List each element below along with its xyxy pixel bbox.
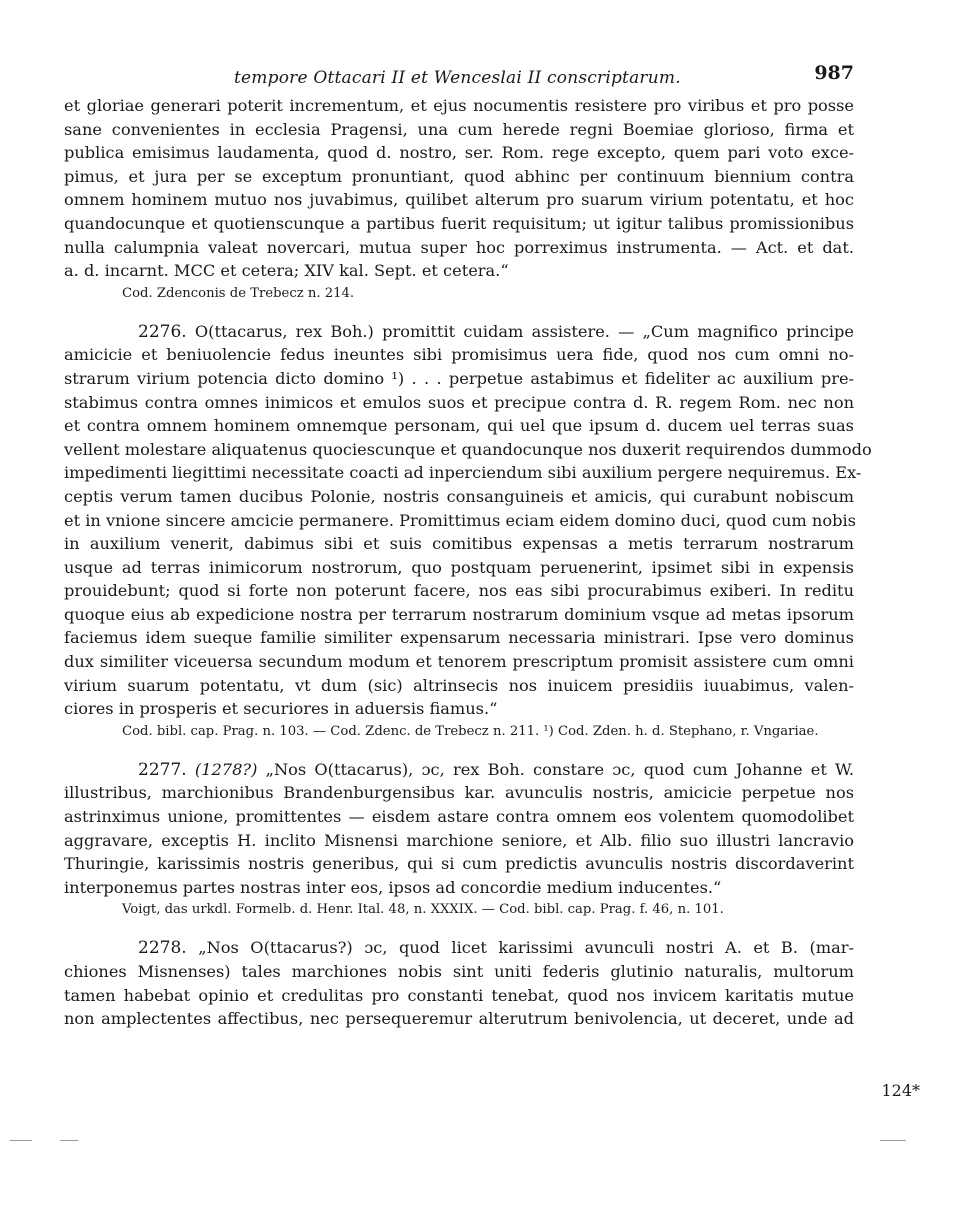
- scan-speck: [60, 1140, 78, 1141]
- text-line: pimus, et jura per se exceptum pronuntiant, quod abhinc per continuum biennium contra: [64, 166, 854, 186]
- text-line: „Nos O(ttacarus), ɔc, rex Boh. constare ɔc, quod cum Johanne et W.: [265, 759, 854, 779]
- scan-speck: [880, 1140, 906, 1141]
- text-line: non amplectentes affectibus, nec persequeremur alterutrum benivolencia, ut deceret, unde ad: [64, 1009, 854, 1029]
- text-line: strarum virium potencia dicto domino ¹) . . . perpetue astabimus et fideliter ac auxilium pre-: [64, 368, 854, 388]
- text-line: O(ttacarus, rex Boh.) promittit cuidam assistere. — „Cum magnifico principe: [194, 321, 854, 341]
- text-line: quoque eius ab expedicione nostra per terrarum nostrarum dominium vsque ad metas ipsorum: [64, 604, 854, 624]
- continuation-block: [64, 94, 854, 304]
- text-line: interponemus partes nostras inter eos, ipsos ad concordie medium inducentes.“: [64, 877, 722, 897]
- text-line: amicicie et beniuolencie fedus ineuntes sibi promisimus uera fide, quod nos cum omni no-: [64, 345, 854, 365]
- page-header: [64, 58, 854, 94]
- signature-mark: 124*: [881, 1081, 920, 1100]
- text-line: impedimenti liegittimi necessitate coacti ad inperciendum sibi auxilium pergere nequiremus. Ex-: [64, 463, 862, 483]
- text-line: quandocunque et quotienscunque a partibus fuerit requisitum; ut igitur talibus promissionibus: [64, 213, 854, 233]
- text-line: „Nos O(ttacarus?) ɔc, quod licet karissimi avunculi nostri A. et B. (mar-: [198, 938, 854, 958]
- text-line: nulla calumpnia valeat novercari, mutua super hoc porreximus instrumenta. — Act. et dat.: [64, 237, 854, 257]
- text-line: et in vnione sincere amcicie permanere. Promittimus eciam eidem domino duci, quod cum nobis: [64, 510, 856, 530]
- text-line: omnem hominem mutuo nos juvabimus, quilibet alterum pro suarum virium potentatu, et hoc: [64, 190, 854, 210]
- text-line: aggravare, exceptis H. inclito Misnensi marchione seniore, et Alb. filio suo illustri lancravio: [64, 830, 854, 850]
- entry-2277: [64, 758, 854, 921]
- text-line: prouidebunt; quod si forte non poterunt facere, nos eas sibi procurabimus exiberi. In reditu: [64, 581, 854, 601]
- entry-2278: [64, 936, 854, 1030]
- source-citation: Cod. Zdenconis de Trebecz n. 214.: [122, 285, 355, 301]
- entry-number: 2276.: [138, 321, 187, 342]
- text-line: et gloriae generari poterit incrementum, et ejus nocumentis resistere pro viribus et pro posse: [64, 96, 854, 115]
- text-line: stabimus contra omnes inimicos et emulos suos et precipue contra d. R. regem Rom. nec non: [64, 392, 854, 412]
- text-line: et contra omnem hominem omnemque personam, qui uel que ipsum d. ducem uel terras suas: [64, 416, 854, 436]
- text-line: ciores in prosperis et securiores in aduersis fiamus.“: [64, 699, 498, 719]
- text-line: vellent molestare aliquatenus quociescunque et quandocunque nos duxerit requirendos dummodo: [64, 439, 872, 459]
- scan-speck: [10, 1140, 32, 1141]
- text-line: chiones Misnenses) tales marchiones nobis sint uniti federis glutinio naturalis, multorum: [64, 962, 854, 981]
- entry-date: (1278?): [194, 759, 258, 779]
- entry-number: 2278.: [138, 938, 187, 959]
- source-citation: Cod. bibl. cap. Prag. n. 103. — Cod. Zdenc. de Trebecz n. 211. ¹) Cod. Zden. h. d. Stephano, r. Vngariae.: [122, 723, 819, 739]
- text-line: virium suarum potentatu, vt dum (sic) altrinsecis nos inuicem presidiis iuuabimus, valen-: [64, 675, 854, 695]
- page-number: 987: [814, 62, 854, 84]
- entry-2276: [64, 320, 872, 742]
- text-line: Thuringie, karissimis nostris generibus, qui si cum predictis avunculis nostris discordaverint: [64, 854, 854, 874]
- text-line: in auxilium venerit, dabimus sibi et suis comitibus expensas a metis terrarum nostrarum: [64, 534, 854, 554]
- running-head: tempore Ottacari II et Wenceslai II conscriptarum.: [234, 68, 681, 88]
- text-line: sane convenientes in ecclesia Pragensi, una cum herede regni Boemiae glorioso, firma et: [64, 119, 854, 139]
- text-line: a. d. incarnt. MCC et cetera; XIV kal. Sept. et cetera.“: [64, 261, 509, 281]
- text-line: faciemus idem sueque familie similiter expensarum necessaria ministrari. Ipse vero dominus: [64, 628, 854, 648]
- text-line: tamen habebat opinio et credulitas pro constanti tenebat, quod nos invicem karitatis mutue: [64, 985, 854, 1005]
- entry-number: 2277.: [138, 759, 187, 780]
- text-line: ceptis verum tamen ducibus Polonie, nostris consanguineis et amicis, qui curabunt nobiscum: [64, 486, 854, 506]
- text-line: publica emisimus laudamenta, quod d. nostro, ser. Rom. rege excepto, quem pari voto exce-: [64, 143, 854, 163]
- document-page: [64, 58, 872, 1031]
- source-citation: Voigt, das urkdl. Formelb. d. Henr. Ital. 48, n. XXXIX. — Cod. bibl. cap. Prag. f. 46, n. 101.: [122, 902, 724, 918]
- text-line: usque ad terras inimicorum nostrorum, quo postquam peruenerint, ipsimet sibi in expensis: [64, 557, 854, 577]
- text-line: illustribus, marchionibus Brandenburgensibus kar. avunculis nostris, amicicie perpetue nos: [64, 783, 854, 803]
- text-line: dux similiter viceuersa secundum modum et tenorem prescriptum promisit assistere cum omni: [64, 652, 854, 672]
- text-line: astrinximus unione, promittentes — eisdem astare contra omnem eos volentem quomodolibet: [64, 807, 854, 827]
